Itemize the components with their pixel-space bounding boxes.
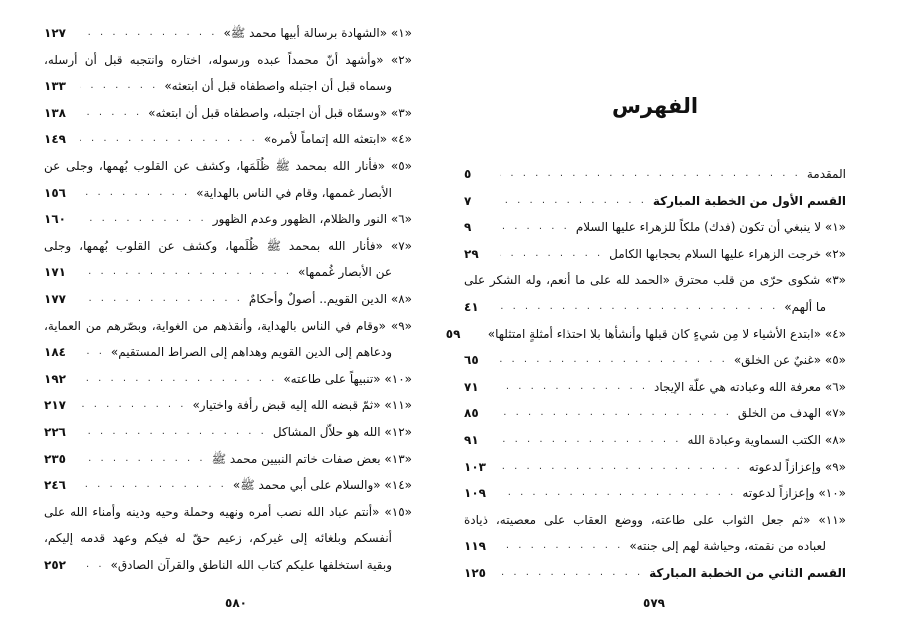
dot-leader (500, 188, 647, 215)
page-number-left: ٥٨٠ (225, 596, 247, 610)
toc-entry (44, 153, 412, 206)
dot-leader (500, 347, 728, 374)
toc-entry-line (464, 267, 846, 294)
toc-entry (44, 126, 412, 153)
entry-page-number: ٢٢٦ (44, 424, 66, 439)
toc-entry (44, 313, 412, 366)
entry-title: «٣» شكوى حرّى من قلب محترق «الحمد لله على ما أنعم، وله الشكر على (464, 273, 846, 288)
toc-entry-line (44, 233, 412, 260)
entry-title: «٤» «ابتدع الأشياء لا مِن شيءٍ كان قبلها وأنشأها بلا احتذاء أمثلةٍ امتثلها» (487, 326, 846, 341)
toc-list (44, 20, 412, 578)
dot-leader (500, 480, 736, 507)
toc-entry (44, 47, 412, 100)
entry-title: «١١» «ثمّ قبضه الله إليه قبض رأفة واختيار» (192, 398, 412, 413)
toc-entry (464, 507, 846, 560)
entry-title: ما ألهم» (784, 299, 826, 314)
entry-page-number: ٥ (464, 167, 472, 181)
entry-page-number: ٨٥ (464, 406, 479, 421)
entry-page-number: ١٦٠ (44, 212, 66, 227)
toc-entry-line (464, 560, 846, 587)
toc-entry (44, 366, 412, 393)
entry-page-number: ١٠٣ (464, 459, 486, 474)
toc-entry-line (44, 206, 412, 233)
entry-page-number: ٧ (464, 193, 472, 208)
dot-leader (80, 392, 186, 419)
toc-entry-line (464, 427, 846, 454)
entry-title: «٨» الدين القويم.. أصولٌ وأحكامٌ (248, 291, 412, 306)
dot-leader (80, 286, 243, 313)
toc-entry-line (44, 366, 412, 393)
entry-page-number: ٥٩ (445, 326, 461, 341)
page-number-right: ٥٧٩ (643, 596, 665, 610)
entry-page-number: ٢١٧ (44, 398, 66, 413)
toc-entry (44, 206, 412, 233)
toc-entry-line (44, 499, 412, 526)
entry-page-number: ١١٩ (464, 539, 486, 554)
entry-page-number: ١٣٣ (44, 79, 66, 94)
entry-title: «٩» وإعزازاً لدعوته (748, 459, 846, 474)
toc-entry-line (464, 374, 846, 401)
toc-entry-line (44, 419, 412, 446)
toc-entry-line (464, 507, 846, 534)
toc-entry-line (44, 100, 412, 127)
entry-page-number: ١٩٢ (44, 371, 66, 386)
dot-leader (80, 472, 227, 499)
dot-leader (500, 454, 743, 481)
entry-page-number: ١٨٤ (44, 345, 66, 360)
dot-leader (500, 241, 603, 268)
toc-entry-continuation (464, 533, 846, 560)
entry-title: «١» لا ينبغي أن تكون (فدك) ملكاً للزهراء عليها السلام (575, 220, 846, 235)
toc-entry-continuation (44, 259, 412, 286)
toc-entry-continuation (464, 294, 846, 321)
dot-leader (500, 214, 570, 241)
entry-title: «١٠» «تنبيهاً على طاعته» (283, 371, 412, 386)
entry-page-number: ٤١ (464, 299, 479, 314)
entry-page-number: ١٥٦ (44, 185, 66, 200)
toc-entry-continuation (44, 525, 412, 552)
entry-page-number: ١٠٩ (464, 486, 486, 501)
right-page (445, 20, 846, 587)
dot-leader (80, 552, 105, 579)
dot-leader (80, 339, 105, 366)
toc-entry-line (445, 321, 846, 348)
entry-title: «١٤» «والسلام على أبي محمد ﷺ» (232, 478, 412, 493)
toc-entry (44, 472, 412, 499)
toc-entry (44, 419, 412, 446)
toc-entry (44, 233, 412, 286)
toc-entry-continuation (44, 552, 412, 579)
dot-leader (500, 161, 801, 188)
toc-entry-line (464, 454, 846, 481)
entry-page-number: ٢٣٥ (44, 451, 66, 466)
entry-page-number: ٢٩ (464, 246, 479, 261)
toc-entry-line (44, 20, 412, 47)
dot-leader (80, 206, 207, 233)
entry-page-number: ١٣٨ (44, 105, 66, 120)
entry-title: «٣» «وسمّاه قبل أن اجتبله، واصطفاه قبل أن ابتعثه» (148, 105, 412, 120)
entry-title: لعباده من نقمته، وحياشة لهم إلى جنته» (629, 539, 826, 554)
toc-entry (464, 454, 846, 481)
toc-entry (464, 161, 846, 188)
dot-leader (500, 533, 623, 560)
toc-entry-line (464, 347, 846, 374)
dot-leader (80, 73, 158, 100)
toc-entry (464, 427, 846, 454)
toc-entry (464, 480, 846, 507)
toc-entry-continuation (44, 180, 412, 207)
toc-entry-line (464, 188, 846, 215)
left-page (44, 20, 412, 578)
toc-entry (44, 446, 412, 473)
entry-title: «١١» «ثم جعل الثواب على طاعته، ووضع العقاب على معصيته، ذيادة (464, 512, 846, 527)
entry-title: ودعاهم إلى الدين القويم وهداهم إلى الصراط المستقيم» (110, 345, 392, 360)
entry-page-number: ٧١ (464, 379, 479, 394)
entry-title: «١٣» بعض صفات خاتم النبيين محمد ﷺ (211, 451, 412, 466)
entry-title: «٧» «فأنار الله بمحمد ﷺ ظُلَمها، وكشف عن القلوب بُهمها، وجلى (44, 238, 412, 253)
entry-title: «١٢» الله هو حلاّل المشاكل (272, 424, 412, 439)
toc-entry (464, 188, 846, 215)
dot-leader (80, 259, 292, 286)
entry-title: الأبصار غممها، وقام في الناس بالهداية» (196, 185, 392, 200)
toc-entry (464, 560, 846, 587)
entry-title: عن الأبصار غُممها» (298, 265, 392, 280)
toc-entry-line (44, 153, 412, 180)
toc-entry-line (44, 472, 412, 499)
toc-entry-line (464, 480, 846, 507)
entry-title: «٥» «فأنار الله بمحمد ﷺ ظُلَمَها، وكشف عن القلوب بُهمها، وجلى عن (44, 158, 412, 173)
toc-entry (44, 20, 412, 47)
section-heading: القسم الثاني من الخطبة المباركة (649, 565, 846, 580)
entry-title: «٦» النور والظلام، الظهور وعدم الظهور (212, 212, 412, 227)
toc-list (445, 161, 846, 587)
entry-title: أنفسكم وبلغائه إلى غيركم، زعيم حقّ له فيكم وعهد قدمه إليكم، (44, 531, 392, 546)
toc-entry (44, 286, 412, 313)
toc-entry-line (464, 214, 846, 241)
toc-entry-line (44, 126, 412, 153)
entry-title: «٩» «وقام في الناس بالهداية، وأنقذهم من الغواية، وبصّرهم من العماية، (44, 318, 412, 333)
entry-page-number: ١٧٧ (44, 291, 66, 306)
toc-entry (464, 374, 846, 401)
entry-title: «٥» «غنيٌ عن الخلق» (733, 353, 846, 368)
dot-leader (80, 446, 206, 473)
entry-page-number: ١٢٧ (44, 26, 66, 40)
entry-title: «١» «الشهادة برسالة أبيها محمد ﷺ» (223, 26, 412, 40)
dot-leader (500, 294, 778, 321)
toc-entry-continuation (44, 73, 412, 100)
entry-title: وبقية استخلفها عليكم كتاب الله الناطق والقرآن الصادق» (110, 557, 392, 572)
entry-title: «٧» الهدف من الخلق (737, 406, 846, 421)
toc-entry (464, 214, 846, 241)
dot-leader (80, 126, 258, 153)
dot-leader (500, 427, 681, 454)
section-heading: القسم الأول من الخطبة المباركة (652, 193, 846, 208)
page-title: الفهرس (611, 94, 699, 118)
toc-entry-line (44, 313, 412, 340)
toc-entry-line (464, 400, 846, 427)
toc-entry-line (44, 47, 412, 74)
toc-entry (464, 241, 846, 268)
toc-entry-line (464, 241, 846, 268)
entry-page-number: ٢٥٢ (44, 557, 66, 572)
toc-entry (44, 499, 412, 579)
dot-leader (80, 20, 217, 47)
entry-title: وسماه قبل أن اجتبله واصطفاه قبل أن ابتعثه» (164, 79, 392, 94)
toc-entry-continuation (44, 339, 412, 366)
dot-leader (500, 374, 648, 401)
toc-entry (464, 267, 846, 320)
entry-page-number: ١٧١ (44, 265, 66, 280)
dot-leader (80, 366, 277, 393)
entry-title: «١٠» وإعزازاً لدعوته (742, 486, 846, 501)
entry-title: «٢» «وأشهد أنّ محمداً عبده ورسوله، اختاره وانتجبه قبل أن أرسله، (44, 52, 412, 67)
toc-entry-line (464, 161, 846, 188)
entry-title: «١٥» «أنتم عباد الله نصب أمره ونهيه وحملة وحيه ودينه وأمناء الله على (44, 504, 412, 519)
toc-entry (464, 347, 846, 374)
dot-leader (80, 419, 267, 446)
entry-page-number: ٢٤٦ (44, 478, 66, 493)
entry-title: «٨» الكتب السماوية وعبادة الله (687, 432, 846, 447)
entry-page-number: ١٤٩ (44, 132, 66, 147)
entry-title: «٤» «ابتعثه الله إتماماً لأمره» (263, 132, 412, 147)
entry-page-number: ١٢٥ (464, 565, 486, 580)
dot-leader (500, 400, 732, 427)
toc-entry (464, 400, 846, 427)
entry-title: «٢» خرجت الزهراء عليها السلام بحجابها الكامل (609, 246, 846, 261)
toc-entry (44, 100, 412, 127)
toc-entry (445, 321, 846, 348)
toc-entry (44, 392, 412, 419)
dot-leader (500, 560, 643, 587)
entry-title: «٦» معرفة الله وعبادته هي علّة الإيجاد (654, 379, 846, 394)
dot-leader (80, 180, 190, 207)
entry-page-number: ٦٥ (464, 353, 479, 368)
entry-title: المقدمة (806, 167, 846, 181)
dot-leader (80, 100, 142, 127)
toc-entry-line (44, 392, 412, 419)
entry-page-number: ٩ (464, 220, 472, 235)
entry-page-number: ٩١ (464, 432, 479, 447)
toc-entry-line (44, 286, 412, 313)
toc-entry-line (44, 446, 412, 473)
